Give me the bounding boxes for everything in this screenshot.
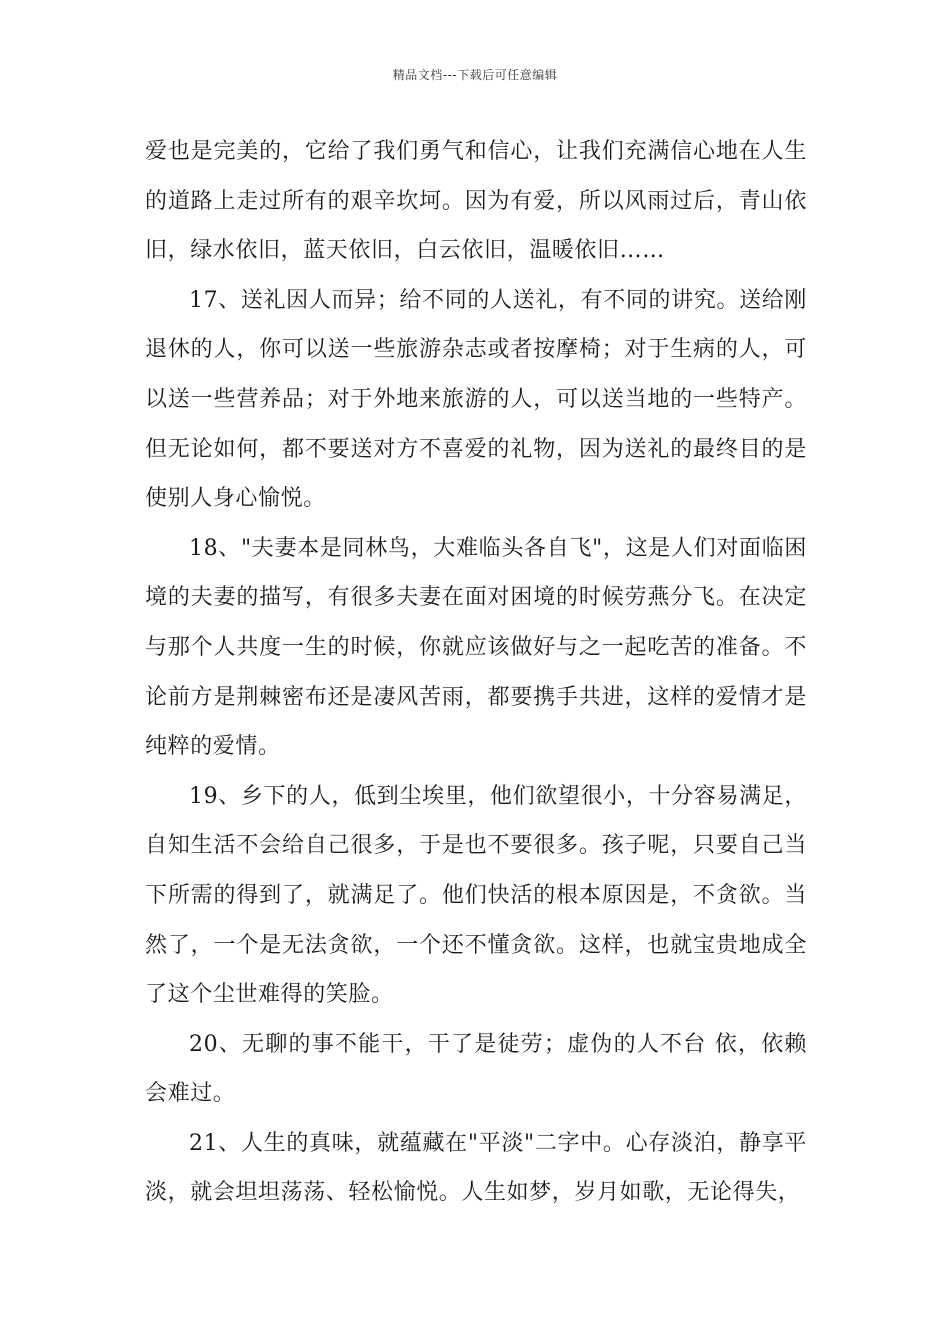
- document-body: [145, 127, 807, 1218]
- paragraph: 18、"夫妻本是同林鸟，大难临头各自飞"，这是人们对面临困境的夫妻的描写，有很多夫妻在面对困境的时候劳燕分飞。在决定与那个人共度一生的时候，你就应该做好与之一起吃苦的准备。不论前方是荆棘密布还是凄风苦雨，都要携手共进，这样的爱情才是纯粹的爱情。: [145, 535, 807, 760]
- paragraph: 21、人生的真味，就蕴藏在"平淡"二字中。心存淡泊，静享平淡，就会坦坦荡荡、轻松愉悦。人生如梦，岁月如歌，无论得失，: [145, 1130, 807, 1206]
- page-header: 精品文档---下载后可任意编辑: [392, 68, 558, 82]
- paragraph: 19、乡下的人，低到尘埃里，他们欲望很小，十分容易满足，自知生活不会给自己很多，于是也不要很多。孩子呢，只要自己当下所需的得到了，就满足了。他们快活的根本原因是，不贪欲。当然了，一个是无法贪欲，一个还不懂贪欲。这样，也就宝贵地成全了这个尘世难得的笑脸。: [145, 783, 807, 1008]
- paragraph: 20、无聊的事不能干，干了是徒劳；虚伪的人不台 依，依赖会难过。: [145, 1031, 807, 1107]
- paragraph: 17、送礼因人而异；给不同的人送礼，有不同的讲究。送给刚退休的人，你可以送一些旅游杂志或者按摩椅；对于生病的人，可以送一些营养品；对于外地来旅游的人，可以送当地的一些特产。但无论如何，都不要送对方不喜爱的礼物，因为送礼的最终目的是使别人身心愉悦。: [145, 287, 807, 512]
- paragraph: 爱也是完美的，它给了我们勇气和信心，让我们充满信心地在人生的道路上走过所有的艰辛坎坷。因为有爱，所以风雨过后，青山依旧，绿水依旧，蓝天依旧，白云依旧，温暖依旧……: [145, 139, 807, 264]
